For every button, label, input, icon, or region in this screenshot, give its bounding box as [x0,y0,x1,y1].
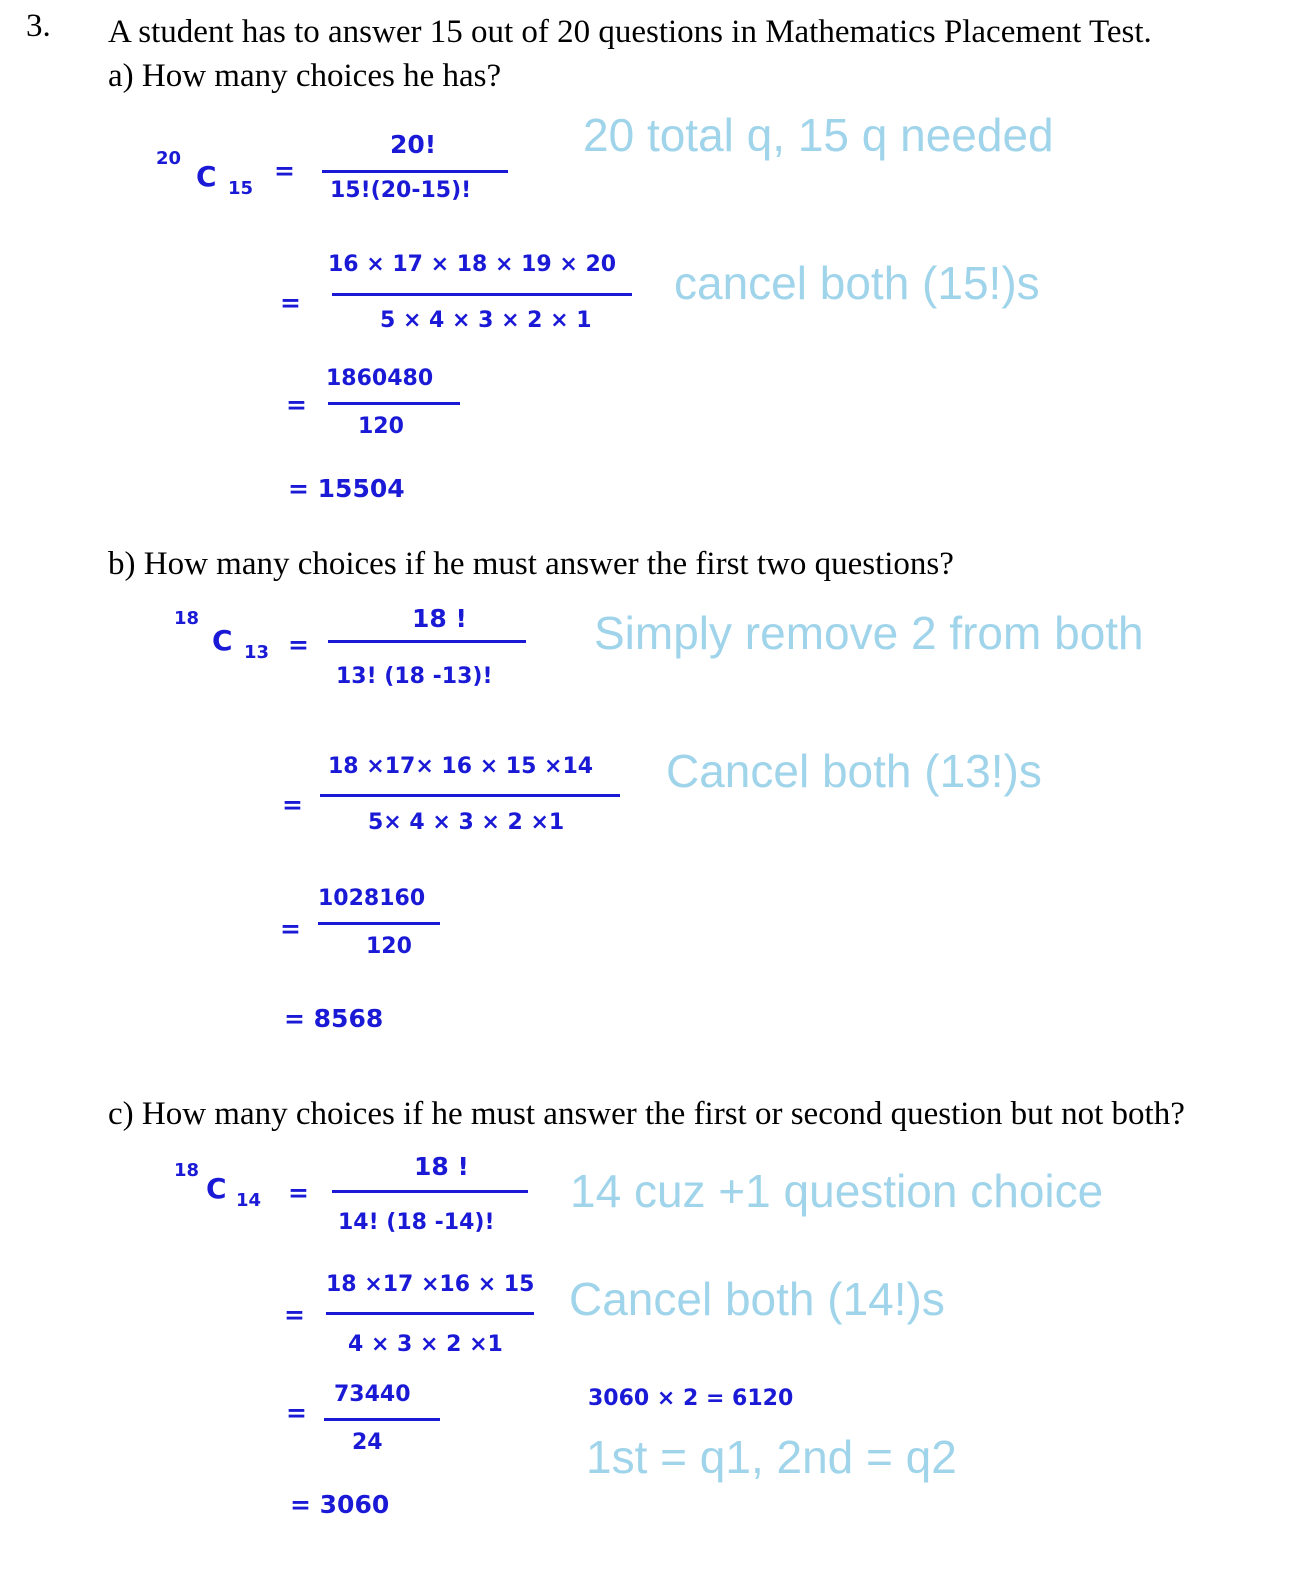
fraction-numerator: 18 ! [412,604,467,633]
fraction-denominator: 24 [352,1430,383,1455]
fraction-denominator: 120 [366,934,412,959]
fraction-denominator: 5 × 4 × 3 × 2 × 1 [380,308,592,333]
combination-n: 18 [174,1160,200,1181]
annotation-note: Simply remove 2 from both [594,607,1144,659]
final-result: = 8568 [284,1004,384,1033]
fraction-numerator: 73440 [334,1382,411,1407]
fraction-denominator: 4 × 3 × 2 ×1 [348,1332,503,1357]
fraction-bar [328,402,460,405]
equals-sign: = [280,914,301,943]
problem-statement: A student has to answer 15 out of 20 questions in Mathematics Placement Test. [108,14,1152,50]
combination-c: C [212,624,233,657]
combination-r: 14 [236,1190,262,1211]
annotation-note: cancel both (15!)s [674,257,1040,309]
fraction-denominator: 5× 4 × 3 × 2 ×1 [368,810,565,835]
fraction-numerator: 16 × 17 × 18 × 19 × 20 [328,252,617,277]
combination-r: 15 [228,178,254,199]
combination-r: 13 [244,642,270,663]
equals-sign: = [282,790,303,819]
fraction-denominator: 13! (18 -13)! [336,664,493,689]
fraction-numerator: 1860480 [326,366,434,391]
doubling-calculation: 3060 × 2 = 6120 [588,1386,794,1411]
equals-sign: = [288,630,309,659]
fraction-bar [328,640,526,643]
combination-n: 20 [156,148,182,169]
question-b: b) How many choices if he must answer the first two questions? [108,546,954,582]
annotation-note: 20 total q, 15 q needed [583,109,1054,161]
fraction-bar [318,922,440,925]
fraction-denominator: 120 [358,414,404,439]
equals-sign: = [274,156,295,185]
fraction-numerator: 18 ×17× 16 × 15 ×14 [328,754,594,779]
combination-c: C [206,1172,227,1205]
equals-sign: = [280,288,301,317]
fraction-numerator: 20! [390,130,437,159]
fraction-bar [322,170,508,173]
question-c: c) How many choices if he must answer the first or second question but not both? [108,1096,1185,1132]
equals-sign: = [286,1398,307,1427]
equals-sign: = [284,1300,305,1329]
final-result: = 15504 [288,474,405,503]
question-a: a) How many choices he has? [108,58,502,94]
fraction-denominator: 14! (18 -14)! [338,1210,495,1235]
combination-n: 18 [174,608,200,629]
annotation-note: Cancel both (14!)s [569,1273,945,1325]
fraction-bar [320,794,620,797]
fraction-bar [324,1418,440,1421]
fraction-denominator: 15!(20-15)! [330,178,472,203]
final-result: = 3060 [290,1490,390,1519]
problem-number: 3. [26,8,51,44]
fraction-bar [332,293,632,296]
fraction-bar [326,1312,534,1315]
annotation-note: 1st = q1, 2nd = q2 [586,1431,957,1483]
annotation-note: Cancel both (13!)s [666,745,1042,797]
equals-sign: = [286,390,307,419]
equals-sign: = [288,1178,309,1207]
fraction-bar [332,1190,528,1193]
combination-c: C [196,160,217,193]
fraction-numerator: 1028160 [318,886,426,911]
fraction-numerator: 18 ! [414,1152,469,1181]
fraction-numerator: 18 ×17 ×16 × 15 [326,1272,535,1297]
annotation-note: 14 cuz +1 question choice [570,1165,1104,1217]
